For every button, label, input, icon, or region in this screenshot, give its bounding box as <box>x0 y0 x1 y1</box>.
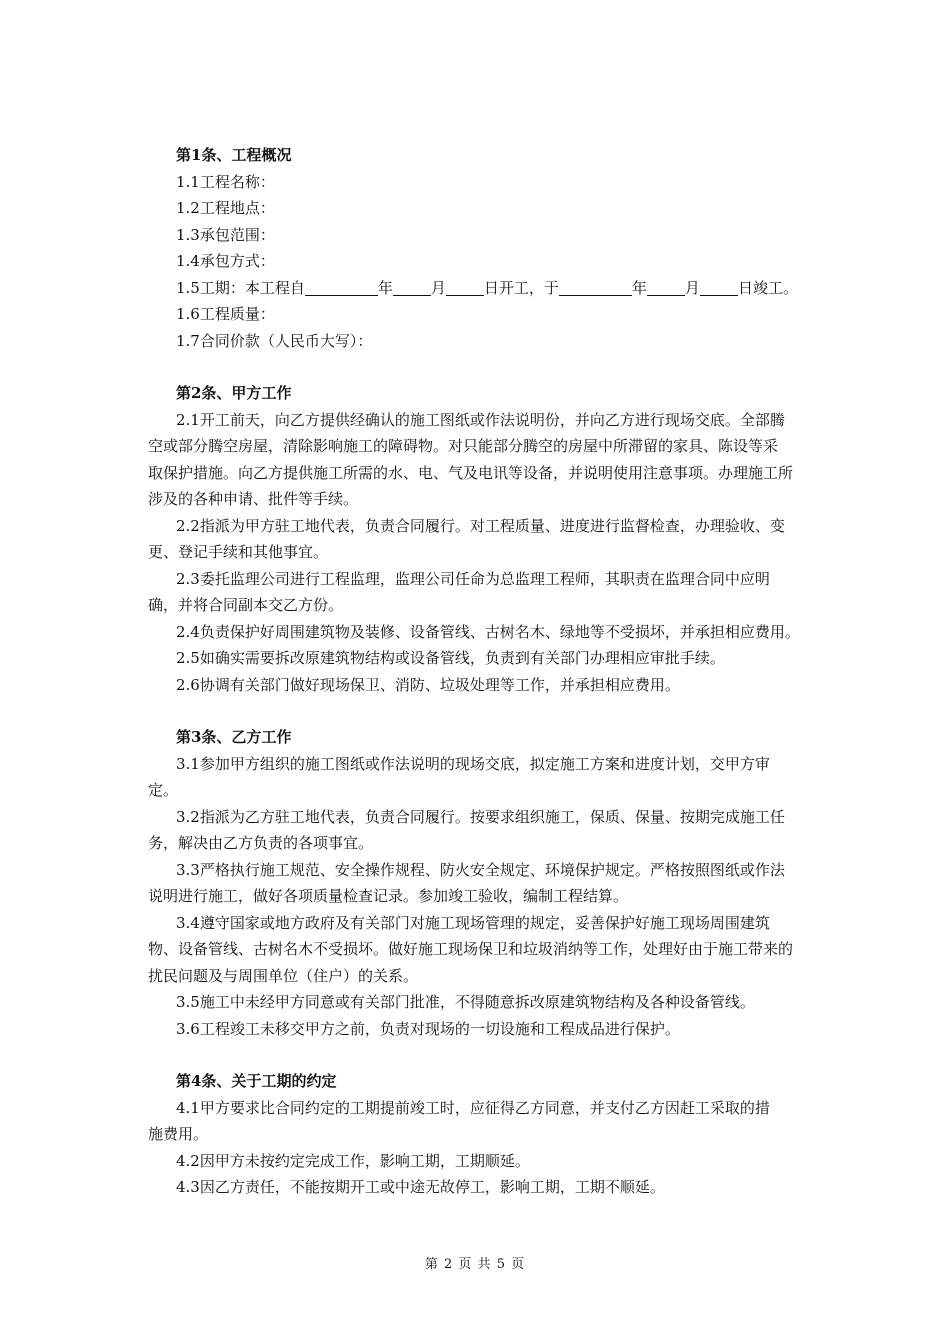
article-1-heading: 第1条、工程概况 <box>176 146 292 164</box>
clause-4-1-cont: 施费用。 <box>148 1125 209 1143</box>
start-year-blank <box>305 278 378 296</box>
clause-1-6: 1.6工程质量： <box>176 305 275 323</box>
clause-3-5: 3.5施工中未经甲方同意或有关部门批准，不得随意拆改原建筑物结构及各种设备管线。 <box>176 993 755 1011</box>
clause-3-4: 3.4遵守国家或地方政府及有关部门对施工现场管理的规定，妥善保护好施工现场周围建筑 <box>176 913 770 932</box>
clause-1-1: 1.1工程名称： <box>176 172 275 191</box>
clause-3-1-cont: 定。 <box>148 781 179 799</box>
clause-1-7: 1.7合同价款（人民币大写）： <box>176 331 373 350</box>
clause-3-2-cont: 务，解决由乙方负责的各项事宜。 <box>148 834 374 852</box>
page-number-footer: 第 2 页 共 5 页 <box>424 1257 526 1272</box>
clause-3-3: 3.3严格执行施工规范、安全操作规程、防火安全规定、环境保护规定。严格按照图纸或作法 <box>176 860 785 879</box>
clause-1-2: 1.2工程地点： <box>176 199 275 217</box>
clause-2-3: 2.3委托监理公司进行工程监理，监理公司任命为总监理工程师，其职责在监理合同中应明 <box>176 569 770 588</box>
clause-3-1: 3.1参加甲方组织的施工图纸或作法说明的现场交底，拟定施工方案和进度计划，交甲方审 <box>176 754 770 773</box>
month-label: 月 <box>684 278 700 297</box>
clause-3-4-cont: 物、设备管线、古树名木不受损坏。做好施工现场保卫和垃圾消纳等工作，处理好由于施工带来的 <box>148 940 794 958</box>
section-gap <box>148 354 808 380</box>
clause-2-2: 2.2指派为甲方驻工地代表，负责合同履行。对工程质量、进度进行监督检查，办理验收、变 <box>176 516 785 535</box>
clause-2-1-cont: 空或部分腾空房屋，清除影响施工的障碍物。对只能部分腾空的房屋中所滞留的家具、陈设等采 <box>148 437 779 455</box>
clause-2-4: 2.4负责保护好周围建筑物及装修、设备管线、古树名木、绿地等不受损坏，并承担相应费用。 <box>176 622 800 641</box>
clause-2-5: 2.5如确实需要拆改原建筑物结构或设备管线，负责到有关部门办理相应审批手续。 <box>176 649 725 667</box>
contract-body <box>148 142 808 1201</box>
year-label: 年 <box>631 278 647 297</box>
end-day-blank <box>700 278 738 296</box>
end-label: 日竣工。 <box>737 278 798 297</box>
clause-2-2-cont: 更、登记手续和其他事宜。 <box>148 543 329 561</box>
clause-1-5 <box>148 275 808 302</box>
clause-2-6: 2.6协调有关部门做好现场保卫、消防、垃圾处理等工作，并承担相应费用。 <box>176 675 680 694</box>
end-month-blank <box>647 278 685 296</box>
section-gap <box>148 698 808 724</box>
year-label: 年 <box>377 278 393 297</box>
clause-2-1-cont: 取保护措施。向乙方提供施工所需的水、电、气及电讯等设备，并说明使用注意事项。办理施工所 <box>148 463 794 482</box>
start-label: 日开工，于 <box>483 278 559 297</box>
clause-2-1-cont: 涉及的各种申请、批件等手续。 <box>148 490 359 508</box>
clause-2-1: 2.1开工前天，向乙方提供经确认的施工图纸或作法说明份，并向乙方进行现场交底。全部腾 <box>176 410 785 429</box>
clause-3-2: 3.2指派为乙方驻工地代表，负责合同履行。按要求组织施工，保质、保量、按期完成施工任 <box>176 807 785 826</box>
end-year-blank <box>559 278 632 296</box>
clause-1-4: 1.4承包方式： <box>176 252 275 270</box>
clause-2-3-cont: 确，并将合同副本交乙方份。 <box>148 596 344 614</box>
clause-1-3: 1.3承包范围： <box>176 225 275 244</box>
clause-1-5-prefix: 1.5工期：本工程自 <box>176 278 305 297</box>
clause-3-3-cont: 说明进行施工，做好各项质量检查记录。参加竣工验收，编制工程结算。 <box>148 887 629 905</box>
article-2-heading: 第2条、甲方工作 <box>176 384 292 402</box>
clause-4-1: 4.1甲方要求比合同约定的工期提前竣工时，应征得乙方同意，并支付乙方因赶工采取的措 <box>176 1098 770 1117</box>
clause-3-6: 3.6工程竣工未移交甲方之前，负责对现场的一切设施和工程成品进行保护。 <box>176 1019 680 1038</box>
month-label: 月 <box>430 278 446 297</box>
clause-4-2: 4.2因甲方未按约定完成工作，影响工期，工期顺延。 <box>176 1151 530 1170</box>
clause-3-4-cont: 扰民问题及与周围单位（住户）的关系。 <box>148 966 419 985</box>
article-4-heading: 第4条、关于工期的约定 <box>176 1072 337 1090</box>
article-3-heading: 第3条、乙方工作 <box>176 728 292 746</box>
start-month-blank <box>393 278 431 296</box>
start-day-blank <box>446 278 484 296</box>
section-gap <box>148 1042 808 1068</box>
clause-4-3: 4.3因乙方责任，不能按期开工或中途无故停工，影响工期，工期不顺延。 <box>176 1178 665 1196</box>
